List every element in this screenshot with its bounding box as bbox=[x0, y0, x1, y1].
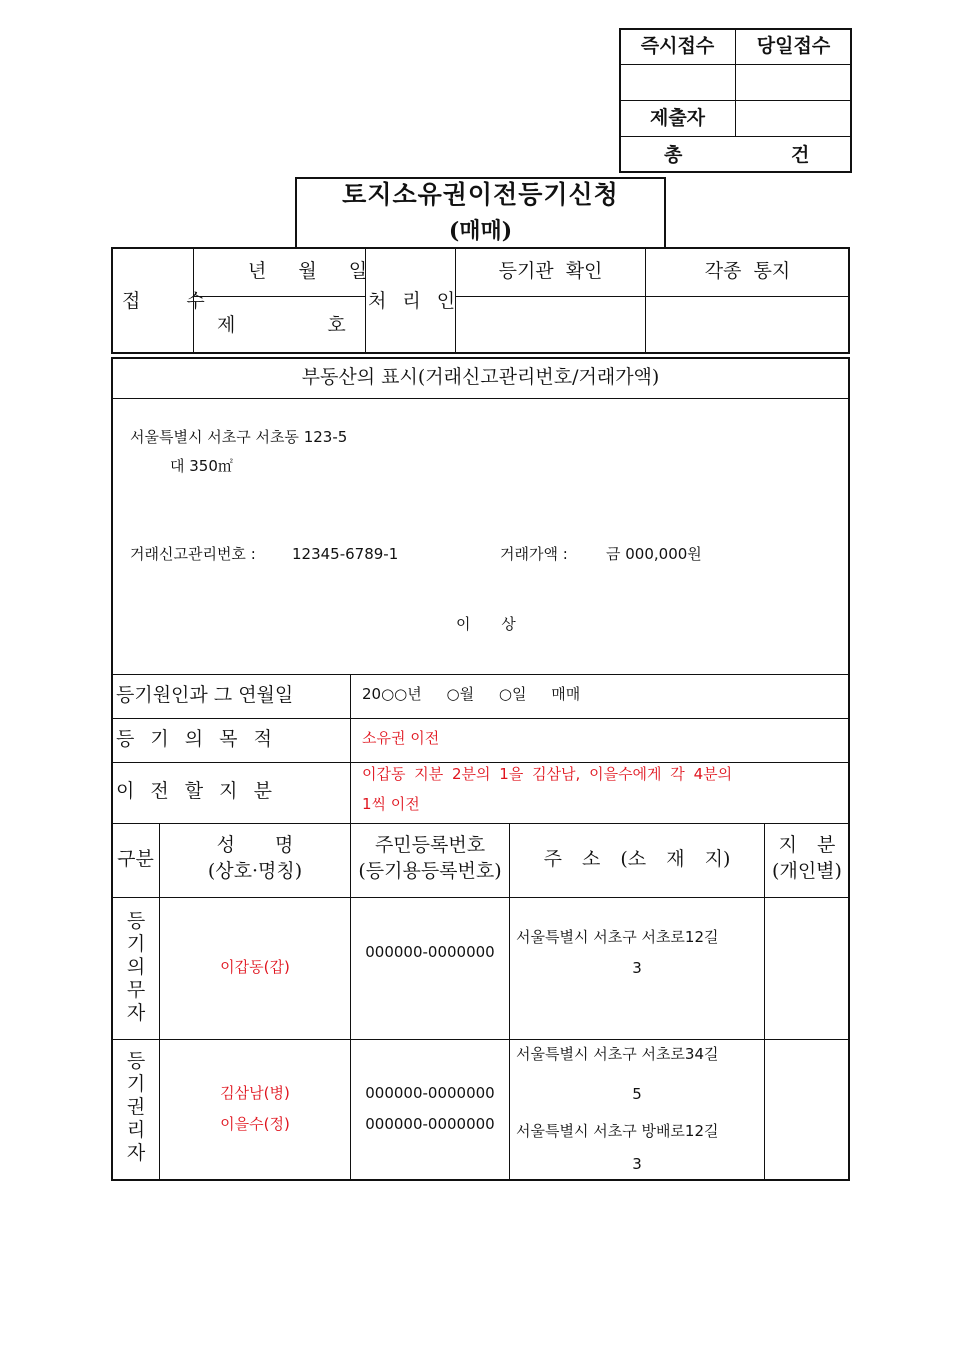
holder-name-2: 이을수(정) bbox=[220, 1115, 290, 1133]
holder-name-1: 김삼남(병) bbox=[220, 1084, 290, 1102]
share-value-line2: 1씩 이전 bbox=[362, 795, 420, 813]
processor-label: 처 리 인 bbox=[368, 290, 456, 312]
total-label: 총 bbox=[664, 144, 683, 166]
share-value-line1: 이갑동 지분 2분의 1을 김삼남, 이을수에게 각 4분의 bbox=[362, 765, 733, 783]
report-number-label: 거래신고관리번호 : bbox=[130, 545, 256, 563]
obligor-address-line1: 서울특별시 서초구 서초로12길 bbox=[516, 928, 719, 946]
submitter-label: 제출자 bbox=[649, 107, 706, 129]
share-label: 이 전 할 지 분 bbox=[116, 780, 272, 802]
price-label: 거래가액 : bbox=[500, 545, 568, 563]
holder-label: 등 기 권 리 자 bbox=[126, 1050, 146, 1164]
holder-address-1-line2: 5 bbox=[632, 1085, 642, 1103]
number-label: 제 호 bbox=[217, 314, 346, 336]
purpose-label: 등 기 의 목 적 bbox=[116, 728, 272, 750]
registrar-check-label: 등기관 확인 bbox=[498, 260, 603, 282]
count-unit-label: 건 bbox=[791, 144, 810, 166]
col-name-header: 성 명 bbox=[216, 834, 294, 856]
property-header: 부동산의 표시(거래신고관리번호/거래가액) bbox=[301, 366, 660, 388]
col-share-subheader: (개인별) bbox=[772, 860, 842, 882]
obligor-label: 등 기 의 무 자 bbox=[126, 910, 146, 1024]
property-land: 대 350㎡ bbox=[170, 457, 233, 475]
price-value: 금 000,000원 bbox=[606, 545, 702, 563]
date-label: 년 월 일 bbox=[248, 260, 368, 282]
holder-address-1-line1: 서울특별시 서초구 서초로34길 bbox=[516, 1045, 719, 1063]
col-id-header: 주민등록번호 bbox=[374, 834, 486, 856]
holder-id-1: 000000-0000000 bbox=[365, 1084, 495, 1102]
obligor-id: 000000-0000000 bbox=[365, 943, 495, 961]
obligor-address-line2: 3 bbox=[632, 959, 642, 977]
col-share-header: 지 분 bbox=[778, 834, 836, 856]
end-mark: 이 상 bbox=[456, 615, 516, 633]
holder-address-2-line1: 서울특별시 서초구 방배로12길 bbox=[516, 1122, 719, 1140]
report-number-value: 12345-6789-1 bbox=[292, 545, 399, 563]
page-subtitle: (매매) bbox=[448, 218, 513, 244]
cause-value: 20○○년 ○월 ○일 매매 bbox=[362, 685, 581, 703]
col-name-subheader: (상호·명칭) bbox=[207, 860, 303, 882]
notices-label: 각종 통지 bbox=[704, 260, 791, 282]
col-address-header: 주 소 (소 재 지) bbox=[543, 848, 731, 870]
property-address: 서울특별시 서초구 서초동 123-5 bbox=[130, 428, 348, 446]
holder-id-2: 000000-0000000 bbox=[365, 1115, 495, 1133]
page-title: 토지소유권이전등기신청 bbox=[342, 180, 619, 209]
cause-label: 등기원인과 그 연월일 bbox=[116, 684, 294, 706]
col-id-subheader: (등기용등록번호) bbox=[358, 860, 502, 882]
col-type-header: 구분 bbox=[117, 848, 154, 870]
immediate-receipt-label: 즉시접수 bbox=[640, 35, 715, 57]
same-day-receipt-label: 당일접수 bbox=[756, 35, 831, 57]
holder-address-2-line2: 3 bbox=[632, 1155, 642, 1173]
purpose-value: 소유권 이전 bbox=[362, 729, 440, 747]
reception-label: 접 수 bbox=[122, 290, 225, 312]
obligor-name: 이갑동(갑) bbox=[220, 958, 290, 976]
